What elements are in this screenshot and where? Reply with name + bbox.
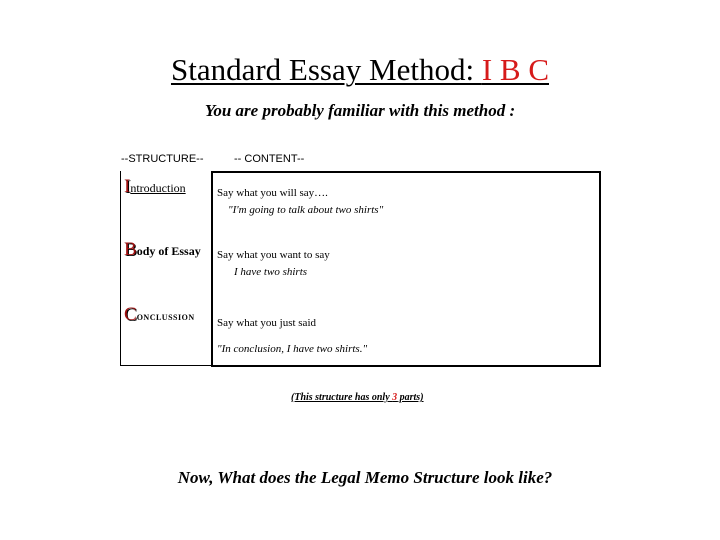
closing-question: Now, What does the Legal Memo Structure look like? — [177, 468, 553, 487]
structure-column-border — [120, 171, 213, 366]
note-number: 3 — [392, 392, 398, 403]
section-initial: C — [124, 304, 137, 325]
note-before: (This structure has only — [291, 392, 393, 403]
title-accent: I B C — [481, 52, 549, 87]
structure-column-header: --STRUCTURE-- — [121, 153, 204, 165]
subtitle: You are probably familiar with this method : — [204, 101, 516, 120]
structure-note — [291, 392, 424, 403]
conclusion-example: "In conclusion, I have two shirts." — [217, 343, 368, 355]
introduction-content: Say what you will say…. — [217, 187, 328, 199]
section-label-conclusion — [124, 304, 195, 326]
section-initial: B — [124, 239, 137, 260]
section-initial: I — [124, 176, 131, 197]
body-content: Say what you want to say — [217, 249, 330, 261]
page-title — [0, 52, 720, 88]
section-label-introduction — [124, 176, 186, 198]
introduction-example: "I'm going to talk about two shirts" — [228, 204, 384, 216]
section-label-rest: ntroduction — [130, 181, 186, 195]
section-label-body — [124, 239, 201, 261]
conclusion-content: Say what you just said — [217, 317, 316, 329]
body-example: I have two shirts — [234, 266, 308, 278]
content-column-header: -- CONTENT-- — [234, 153, 305, 165]
note-after: parts) — [397, 392, 424, 403]
essay-structure-table — [120, 171, 601, 367]
title-prefix: Standard Essay Method: — [170, 52, 482, 87]
section-label-rest: onclussion — [136, 309, 195, 323]
section-label-rest: ody of Essay — [136, 244, 201, 258]
